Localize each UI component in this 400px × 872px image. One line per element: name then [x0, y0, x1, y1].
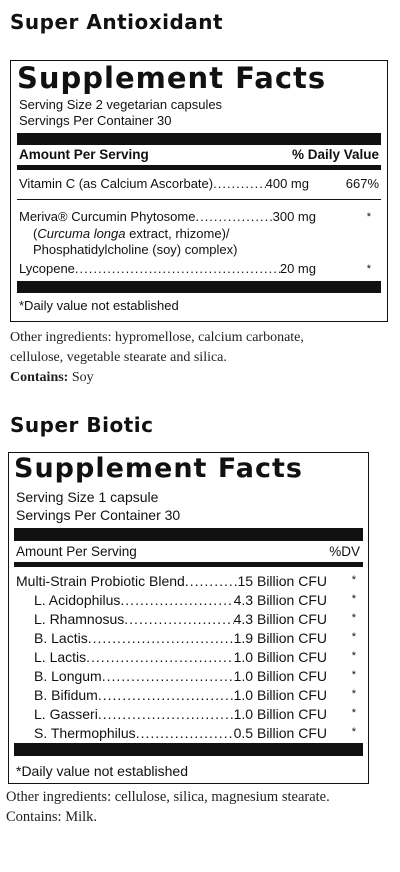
other-ingredients-line1: Other ingredients: hypromellose, calcium carbonate, — [10, 330, 304, 345]
nutrient-row — [19, 176, 309, 192]
strain-dv: * — [351, 726, 356, 738]
super-antioxidant-heading: Super Antioxidant — [10, 10, 224, 34]
footnote: *Daily value not established — [16, 763, 188, 779]
strain-name: S. Thermophilus — [34, 725, 136, 741]
col-dv-header: % Daily Value — [291, 147, 379, 162]
strain-amount: 15 Billion CFU — [237, 573, 327, 589]
strain-amount: 4.3 Billion CFU — [233, 611, 327, 627]
serving-size: Serving Size 1 capsule — [16, 489, 159, 505]
strain-name: L. Lactis — [34, 649, 87, 665]
nutrient-name: Meriva® Curcumin Phytosome — [19, 209, 196, 224]
thick-divider — [17, 281, 381, 293]
leader-dots — [98, 706, 234, 722]
probiotic-row — [34, 611, 327, 627]
strain-amount: 1.0 Billion CFU — [233, 687, 327, 703]
strain-name: B. Bifidum — [34, 687, 98, 703]
strain-name: L. Rhamnosus — [34, 611, 125, 627]
leader-dots — [124, 611, 233, 627]
medium-divider — [14, 562, 363, 567]
leader-dots — [195, 209, 272, 225]
strain-name: B. Longum — [34, 668, 102, 684]
strain-amount: 1.0 Billion CFU — [233, 649, 327, 665]
other-ingredients-line2: cellulose, vegetable stearate and silica. — [10, 350, 227, 365]
thick-divider — [17, 133, 381, 145]
nutrient-subtext: Phosphatidylcholine (soy) complex) — [33, 242, 238, 257]
nutrient-amount: 400 mg — [265, 176, 309, 191]
probiotic-row — [34, 592, 327, 608]
servings-per-container: Servings Per Container 30 — [16, 507, 181, 523]
probiotic-row — [34, 668, 327, 684]
strain-name: B. Lactis — [34, 630, 88, 646]
nutrient-row — [19, 209, 316, 225]
nutrient-dv: * — [366, 211, 371, 223]
probiotic-row — [34, 725, 327, 741]
leader-dots — [213, 176, 266, 192]
nutrient-name: Lycopene — [19, 261, 75, 276]
strain-amount: 0.5 Billion CFU — [233, 725, 327, 741]
super-biotic-heading: Super Biotic — [10, 413, 154, 437]
panel-title: Supplement Facts — [17, 61, 327, 95]
nutrient-row — [19, 261, 316, 277]
row-rule — [17, 199, 381, 200]
contains-line: Contains: Soy — [10, 370, 94, 385]
leader-dots — [185, 573, 238, 589]
probiotic-row — [16, 573, 327, 589]
servings-per-container: Servings Per Container 30 — [19, 113, 172, 128]
strain-amount: 4.3 Billion CFU — [233, 592, 327, 608]
strain-amount: 1.9 Billion CFU — [233, 630, 327, 646]
strain-dv: * — [351, 574, 356, 586]
leader-dots — [86, 649, 233, 665]
supplement-facts-panel-biotic — [8, 452, 369, 784]
other-ingredients: Other ingredients: cellulose, silica, magnesium stearate. — [6, 789, 330, 805]
nutrient-name: Vitamin C (as Calcium Ascorbate) — [19, 176, 214, 191]
nutrient-amount: 20 mg — [279, 261, 316, 276]
nutrient-dv: 667% — [345, 176, 379, 191]
probiotic-row — [34, 630, 327, 646]
strain-name: L. Gasseri — [34, 706, 98, 722]
strain-amount: 1.0 Billion CFU — [233, 668, 327, 684]
thick-divider — [14, 743, 363, 756]
col-amount-header: Amount Per Serving — [19, 147, 149, 162]
leader-dots — [75, 261, 280, 277]
strain-dv: * — [351, 650, 356, 662]
strain-dv: * — [351, 707, 356, 719]
probiotic-row — [34, 706, 327, 722]
leader-dots — [88, 630, 234, 646]
nutrient-subtext: (Curcuma longa extract, rhizome)/ — [33, 226, 230, 241]
probiotic-row — [34, 687, 327, 703]
col-amount-header: Amount Per Serving — [16, 544, 137, 559]
strain-name: L. Acidophilus — [34, 592, 121, 608]
strain-dv: * — [351, 612, 356, 624]
leader-dots — [136, 725, 234, 741]
contains-line: Contains: Milk. — [6, 809, 98, 825]
supplement-facts-panel-antioxidant — [10, 60, 388, 322]
serving-size: Serving Size 2 vegetarian capsules — [19, 97, 223, 112]
footnote: *Daily value not established — [19, 298, 179, 313]
col-dv-header: %DV — [329, 544, 360, 559]
strain-dv: * — [351, 593, 356, 605]
strain-name: Multi-Strain Probiotic Blend — [16, 573, 185, 589]
medium-divider — [17, 165, 381, 170]
probiotic-row — [34, 649, 327, 665]
strain-dv: * — [351, 669, 356, 681]
leader-dots — [98, 687, 234, 703]
leader-dots — [102, 668, 234, 684]
panel-title: Supplement Facts — [14, 453, 303, 484]
nutrient-amount: 300 mg — [272, 209, 316, 224]
strain-dv: * — [351, 688, 356, 700]
leader-dots — [120, 592, 233, 608]
strain-amount: 1.0 Billion CFU — [233, 706, 327, 722]
thick-divider — [14, 528, 363, 541]
nutrient-dv: * — [366, 263, 371, 275]
strain-dv: * — [351, 631, 356, 643]
